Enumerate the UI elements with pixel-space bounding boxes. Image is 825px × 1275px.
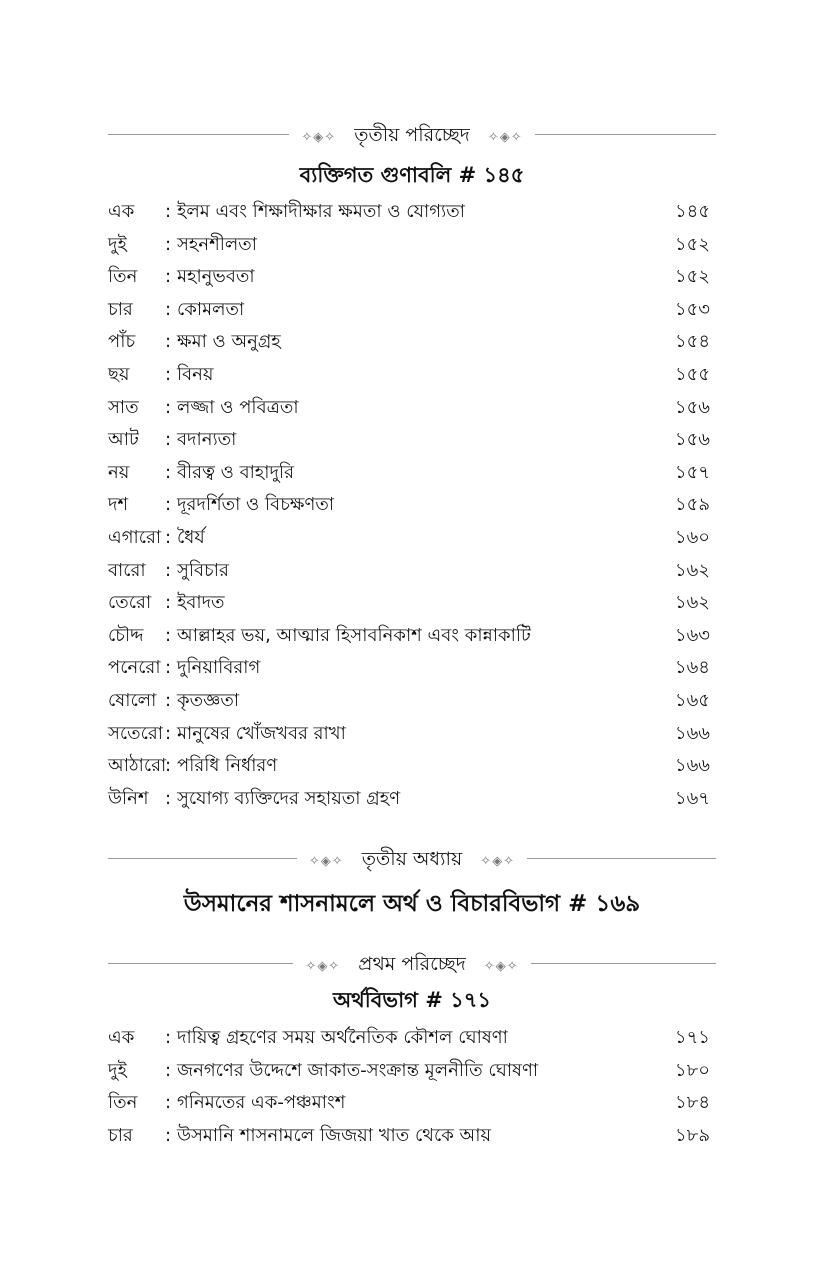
toc-entry (108, 524, 710, 557)
section-heading: অর্থবিভাগ # ১৭১ (332, 988, 492, 1012)
entry-number: নয় (108, 461, 130, 483)
entry-number: আঠারো (108, 755, 167, 777)
entry-number: চৌদ্দ (108, 624, 144, 646)
entry-title: দায়িত্ব গ্রহণের সময় অর্থনৈতিক কৌশল ঘোষণা (177, 1027, 508, 1048)
entry-title: কৃতজ্ঞতা (177, 689, 240, 711)
entry-separator: : (165, 494, 172, 516)
chapter-divider-label: তৃতীয় অধ্যায় (356, 848, 469, 870)
entry-number: তেরো (108, 592, 152, 614)
ornament-icon: ✧◈✧ (295, 130, 342, 145)
entry-title: দূরদর্শিতা ও বিচক্ষণতা (177, 494, 335, 516)
entry-page-number: ১৮৪ (674, 1092, 710, 1114)
toc-entry (108, 1057, 710, 1090)
entry-page-number: ১৬৬ (674, 722, 710, 744)
entry-page-number: ১৫৭ (674, 461, 710, 483)
toc-entry (108, 654, 710, 687)
ornament-icon: ✧◈✧ (474, 854, 521, 869)
entry-page-number: ১৬৫ (674, 689, 710, 711)
ornament-icon: ✧◈✧ (482, 130, 529, 145)
section-divider (108, 120, 716, 150)
entry-page-number: ১৬৩ (674, 624, 710, 646)
entry-page-number: ১৬২ (674, 592, 710, 614)
section-heading: ব্যক্তিগত গুণাবলি # ১৪৫ (299, 163, 525, 187)
entry-number: সতেরো (108, 722, 163, 744)
entry-separator: : (165, 233, 172, 255)
entry-title: সহনশীলতা (177, 233, 258, 255)
ornament-icon: ✧◈✧ (478, 959, 525, 974)
entry-title: ক্ষমা ও অনুগ্রহ (177, 331, 281, 353)
toc-entry (108, 687, 710, 720)
section-divider-label: তৃতীয় পরিচ্ছেদ (348, 124, 476, 146)
entry-separator: : (165, 266, 172, 288)
entry-separator: : (165, 624, 172, 646)
entry-title: ধৈর্য (177, 526, 205, 548)
toc-list (108, 198, 710, 817)
entry-number: পাঁচ (108, 331, 136, 353)
entry-number: দুই (108, 233, 127, 255)
entry-page-number: ১৬০ (674, 526, 710, 548)
entry-separator: : (165, 1124, 172, 1146)
entry-separator: : (165, 429, 172, 451)
entry-separator: : (165, 689, 172, 711)
toc-entry (108, 231, 710, 264)
entry-number: দুই (108, 1059, 127, 1081)
ornament-icon: ✧◈✧ (303, 854, 350, 869)
toc-entry (108, 361, 710, 394)
entry-title: দুনিয়াবিরাগ (177, 657, 261, 679)
toc-entry (108, 557, 710, 590)
entry-page-number: ১৫২ (674, 266, 710, 288)
entry-title: বিনয় (177, 363, 214, 385)
entry-separator: : (165, 787, 172, 809)
entry-page-number: ১৮৯ (674, 1124, 710, 1146)
entry-title: ইবাদত (177, 592, 225, 614)
entry-separator: : (165, 1027, 172, 1048)
entry-title: গনিমতের এক-পঞ্চমাংশ (177, 1092, 346, 1114)
entry-separator: : (165, 396, 172, 418)
entry-title: উসমানি শাসনামলে জিজয়া খাত থেকে আয় (177, 1124, 492, 1146)
chapter-divider (108, 844, 716, 874)
entry-number: এগারো (108, 526, 162, 548)
entry-separator: : (165, 657, 172, 679)
entry-title: জনগণের উদ্দেশে জাকাত-সংক্রান্ত মূলনীতি ঘোষণা (177, 1059, 539, 1081)
ornament-icon: ✧◈✧ (299, 959, 346, 974)
entry-page-number: ১৫৬ (674, 396, 710, 418)
entry-number: তিন (108, 266, 138, 288)
entry-page-number: ১৬৪ (674, 657, 710, 679)
entry-separator: : (165, 331, 172, 353)
entry-page-number: ১৫৯ (674, 494, 710, 516)
entry-title: ইলম এবং শিক্ষাদীক্ষার ক্ষমতা ও যোগ্যতা (177, 201, 465, 222)
entry-page-number: ১৫৪ (674, 331, 710, 353)
entry-number: ছয় (108, 363, 130, 385)
entry-number: চার (108, 298, 133, 320)
entry-page-number: ১৬২ (674, 559, 710, 581)
entry-number: চার (108, 1124, 133, 1146)
toc-entry (108, 720, 710, 753)
toc-entry (108, 296, 710, 329)
section-divider-label: প্রথম পরিচ্ছেদ (352, 953, 471, 975)
entry-title: মানুষের খোঁজখবর রাখা (177, 722, 346, 744)
toc-entry (108, 1122, 710, 1155)
toc-entry (108, 752, 710, 785)
entry-title: লজ্জা ও পবিত্রতা (177, 396, 299, 418)
entry-separator: : (165, 298, 172, 320)
entry-page-number: ১৫৬ (674, 429, 710, 451)
entry-page-number: ১৭১ (674, 1027, 710, 1048)
toc-entry (108, 622, 710, 655)
entry-separator: : (165, 201, 172, 222)
entry-page-number: ১৫৩ (674, 298, 710, 320)
entry-number: দশ (108, 494, 129, 516)
entry-separator: : (165, 461, 172, 483)
entry-title: বীরত্ব ও বাহাদুরি (177, 461, 294, 483)
entry-separator: : (165, 592, 172, 614)
entry-separator: : (165, 1092, 172, 1114)
toc-entry (108, 394, 710, 427)
entry-separator: : (165, 363, 172, 385)
toc-entry (108, 426, 710, 459)
toc-entry (108, 491, 710, 524)
toc-entry (108, 1089, 710, 1122)
entry-page-number: ১৬৬ (674, 755, 710, 777)
entry-number: এক (108, 201, 135, 222)
entry-title: মহানুভবতা (177, 266, 255, 288)
entry-page-number: ১৪৫ (674, 201, 710, 222)
entry-number: সাত (108, 396, 139, 418)
entry-title: আল্লাহর ভয়, আত্মার হিসাবনিকাশ এবং কান্নাকাটি (177, 624, 531, 646)
entry-separator: : (165, 559, 172, 581)
section-divider (108, 949, 716, 979)
entry-separator: : (165, 755, 172, 777)
toc-entry (108, 198, 710, 231)
entry-title: কোমলতা (177, 298, 245, 320)
entry-title: সুবিচার (177, 559, 229, 581)
entry-number: উনিশ (108, 787, 149, 809)
entry-separator: : (165, 722, 172, 744)
entry-title: বদান্যতা (177, 429, 237, 451)
toc-entry (108, 459, 710, 492)
entry-title: সুযোগ্য ব্যক্তিদের সহায়তা গ্রহণ (177, 787, 401, 809)
entry-number: আট (108, 429, 139, 451)
toc-entry (108, 785, 710, 818)
entry-separator: : (165, 1059, 172, 1081)
entry-number: পনেরো (108, 657, 161, 679)
entry-number: তিন (108, 1092, 138, 1114)
entry-number: ষোলো (108, 689, 157, 711)
entry-page-number: ১৬৭ (674, 787, 710, 809)
toc-entry (108, 328, 710, 361)
entry-number: এক (108, 1027, 135, 1048)
toc-entry (108, 1024, 710, 1057)
entry-title: পরিধি নির্ধারণ (177, 755, 278, 777)
entry-page-number: ১৫২ (674, 233, 710, 255)
entry-separator: : (165, 526, 172, 548)
chapter-heading: উসমানের শাসনামলে অর্থ ও বিচারবিভাগ # ১৬৯ (183, 891, 641, 917)
toc-list (108, 1024, 710, 1154)
entry-number: বারো (108, 559, 146, 581)
entry-page-number: ১৮০ (674, 1059, 710, 1081)
toc-entry (108, 263, 710, 296)
toc-entry (108, 589, 710, 622)
entry-page-number: ১৫৫ (674, 363, 710, 385)
